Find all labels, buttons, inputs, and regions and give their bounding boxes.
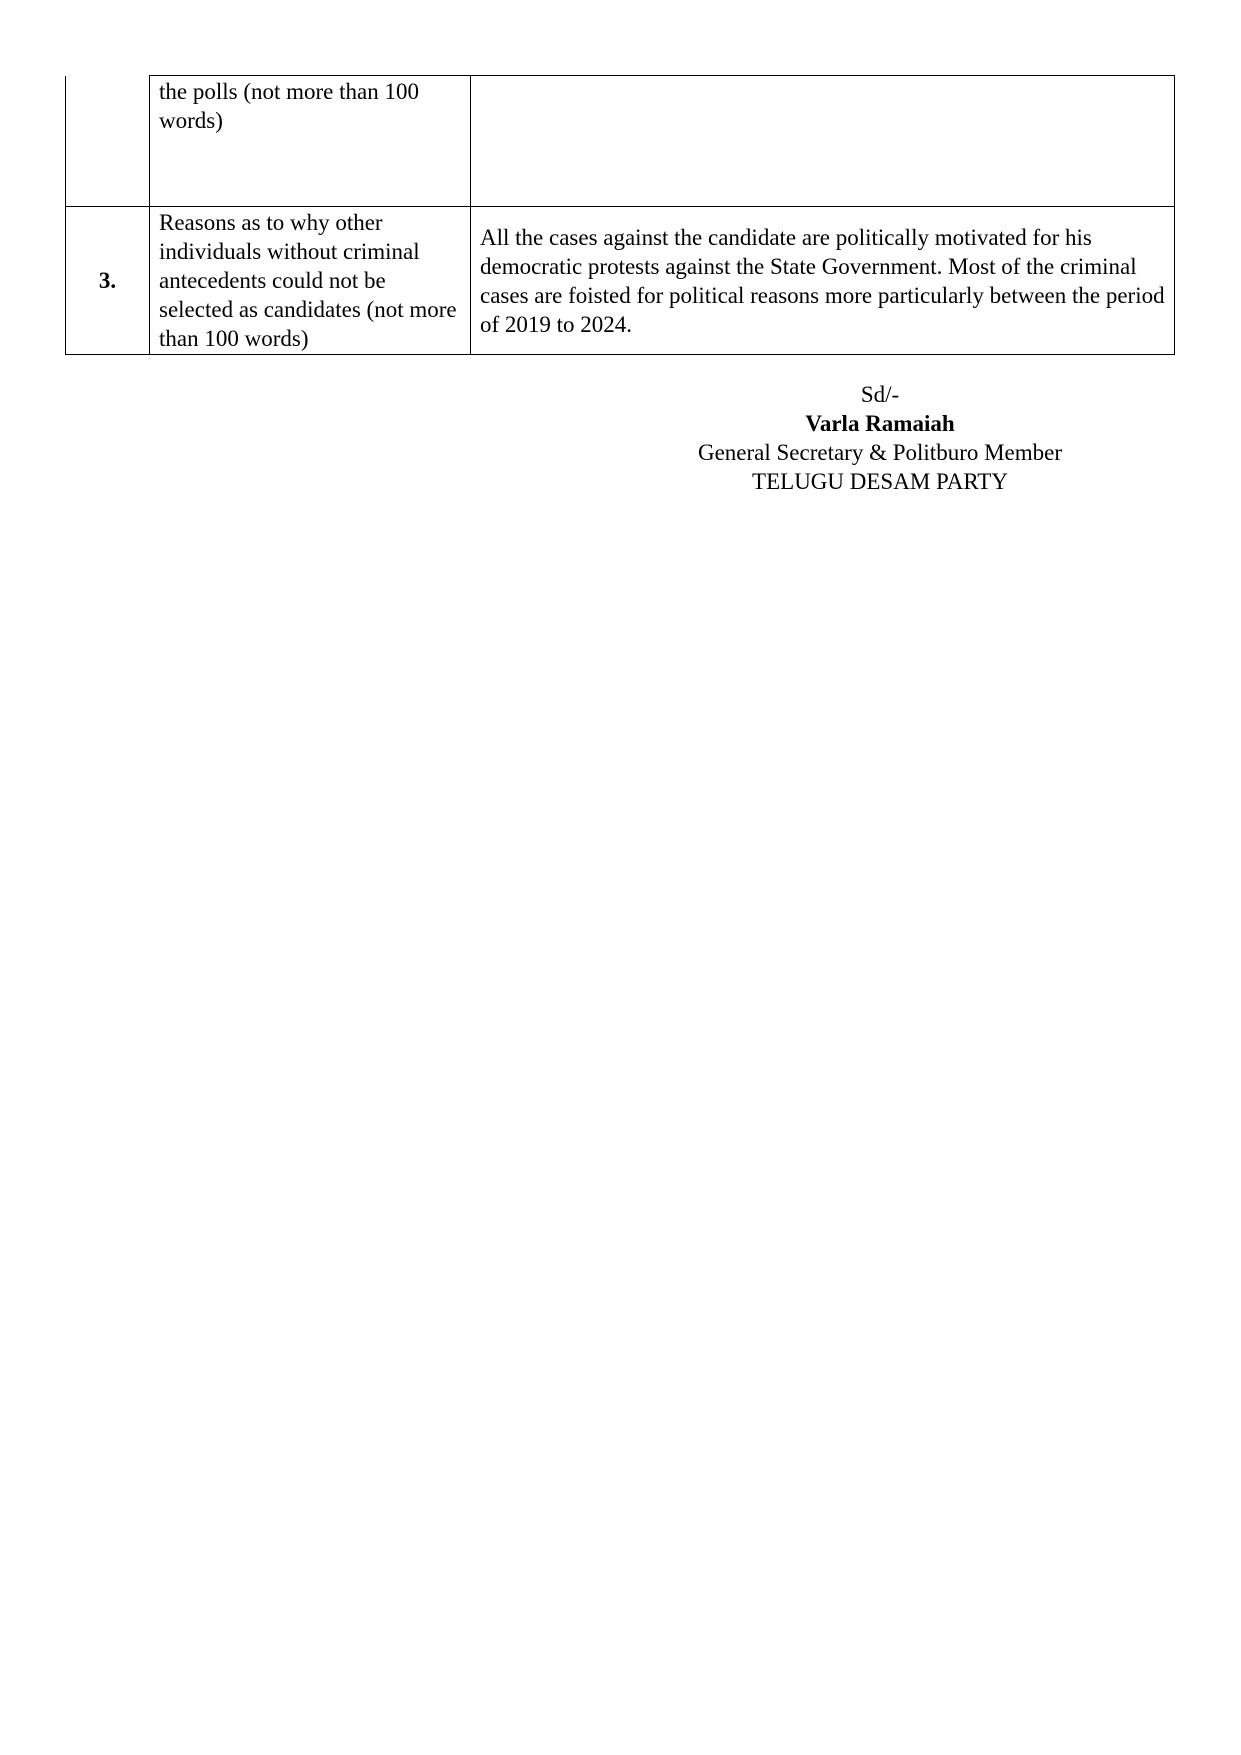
signatory-designation: General Secretary & Politburo Member bbox=[697, 440, 1063, 465]
signature-sd: Sd/- bbox=[860, 382, 900, 407]
row-question: Reasons as to why other individuals without criminal antecedents could not be selected as candidates (not more than 100 words) bbox=[150, 207, 471, 355]
row-number: 3. bbox=[66, 207, 150, 355]
signatory-name: Varla Ramaiah bbox=[805, 411, 955, 436]
row-question: the polls (not more than 100 words) bbox=[150, 76, 471, 207]
row-answer bbox=[471, 76, 1175, 207]
party-name: TELUGU DESAM PARTY bbox=[752, 469, 1008, 494]
disclosure-table bbox=[65, 75, 1175, 355]
signature-block bbox=[640, 380, 1120, 496]
table-row bbox=[66, 207, 1175, 355]
row-number bbox=[66, 76, 150, 207]
row-answer: All the cases against the candidate are politically motivated for his democratic protests against the State Government. Most of the criminal cases are foisted for political reasons more particularly between the period of 2019 to 2024. bbox=[471, 207, 1175, 355]
table-row bbox=[66, 76, 1175, 207]
